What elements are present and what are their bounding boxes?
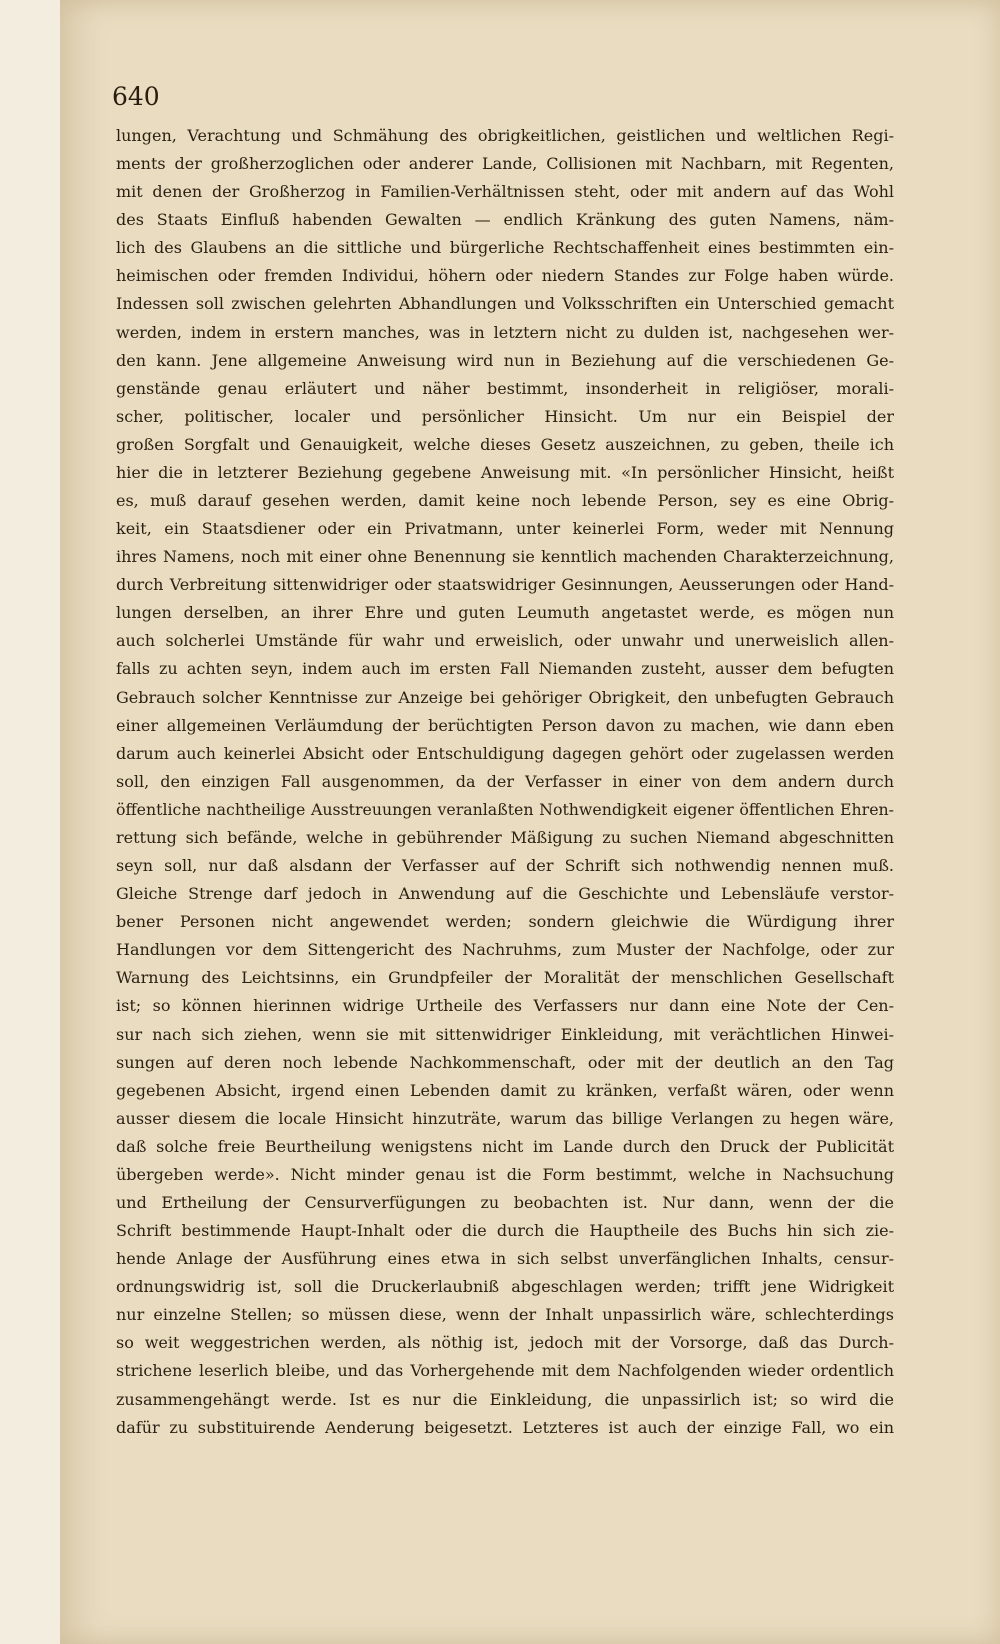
text-line: Schrift bestimmende Haupt-Inhalt oder die durch die Hauptheile des Buchs hin sich zie- xyxy=(116,1221,894,1241)
text-line: lich des Glaubens an die sittliche und bürgerliche Rechtschaffenheit eines bestimmten ein- xyxy=(116,238,894,258)
text-line: darum auch keinerlei Absicht oder Entschuldigung dagegen gehört oder zugelassen werden xyxy=(116,743,894,763)
text-line: und Ertheilung der Censurverfügungen zu beobachten ist. Nur dann, wenn der die xyxy=(116,1192,894,1212)
text-line: sur nach sich ziehen, wenn sie mit sittenwidriger Einkleidung, mit verächtlichen Hinwei- xyxy=(116,1024,894,1044)
text-line: ordnungswidrig ist, soll die Druckerlaubniß abgeschlagen werden; trifft jene Widrigkeit xyxy=(116,1277,894,1297)
text-line: hier die in letzterer Beziehung gegebene Anweisung mit. «In persönlicher Hinsicht, heißt xyxy=(116,462,894,482)
text-line: hende Anlage der Ausführung eines etwa in sich selbst unverfänglichen Inhalts, censur- xyxy=(116,1249,894,1269)
page-number: 640 xyxy=(112,82,160,111)
text-line: seyn soll, nur daß alsdann der Verfasser auf der Schrift sich nothwendig nennen muß. xyxy=(116,856,894,876)
text-line: strichene leserlich bleibe, und das Vorhergehende mit dem Nachfolgenden wieder ordentlich xyxy=(116,1361,894,1381)
text-line: dafür zu substituirende Aenderung beigesetzt. Letzteres ist auch der einzige Fall, wo ein xyxy=(116,1417,894,1437)
text-line: werden, indem in erstern manches, was in letztern nicht zu dulden ist, nachgesehen wer- xyxy=(116,322,894,342)
text-line: Gebrauch solcher Kenntnisse zur Anzeige bei gehöriger Obrigkeit, den unbefugten Gebrauch xyxy=(116,687,894,707)
text-line: lungen, Verachtung und Schmähung des obrigkeitlichen, geistlichen und weltlichen Regi- xyxy=(116,126,894,145)
text-line: mit denen der Großherzog in Familien-Verhältnissen steht, oder mit andern auf das Wohl xyxy=(116,182,894,202)
body-text xyxy=(116,122,894,1442)
text-line: übergeben werde». Nicht minder genau ist die Form bestimmt, welche in Nachsuchung xyxy=(116,1164,894,1184)
text-line: durch Verbreitung sittenwidriger oder staatswidriger Gesinnungen, Aeusserungen oder Hand- xyxy=(116,575,894,595)
text-line: daß solche freie Beurtheilung wenigstens nicht im Lande durch den Druck der Publicität xyxy=(116,1136,894,1156)
text-line: rettung sich befände, welche in gebührender Mäßigung zu suchen Niemand abgeschnitten xyxy=(116,827,894,847)
text-line: soll, den einzigen Fall ausgenommen, da der Verfasser in einer von dem andern durch xyxy=(116,771,894,791)
text-line: ausser diesem die locale Hinsicht hinzuträte, warum das billige Verlangen zu hegen wäre, xyxy=(116,1108,894,1128)
text-line: ments der großherzoglichen oder anderer Lande, Collisionen mit Nachbarn, mit Regenten, xyxy=(116,154,894,174)
text-line: sungen auf deren noch lebende Nachkommenschaft, oder mit der deutlich an den Tag xyxy=(116,1052,894,1072)
text-line: heimischen oder fremden Individui, höhern oder niedern Standes zur Folge haben würde. xyxy=(116,266,894,286)
text-line: lungen derselben, an ihrer Ehre und guten Leumuth angetastet werde, es mögen nun xyxy=(116,603,894,623)
text-line: öffentliche nachtheilige Ausstreuungen veranlaßten Nothwendigkeit eigener öffentlichen Ehren- xyxy=(116,799,894,819)
text-line: nur einzelne Stellen; so müssen diese, wenn der Inhalt unpassirlich wäre, schlechterdings xyxy=(116,1305,894,1325)
text-line: keit, ein Staatsdiener oder ein Privatmann, unter keinerlei Form, weder mit Nennung xyxy=(116,519,894,539)
text-line: genstände genau erläutert und näher bestimmt, insonderheit in religiöser, morali- xyxy=(116,378,894,398)
text-line: scher, politischer, localer und persönlicher Hinsicht. Um nur ein Beispiel der xyxy=(116,406,894,426)
text-line: so weit weggestrichen werden, als nöthig ist, jedoch mit der Vorsorge, daß das Durch- xyxy=(116,1333,894,1353)
text-line: ihres Namens, noch mit einer ohne Benennung sie kenntlich machenden Charakterzeichnung, xyxy=(116,547,894,567)
text-line: Handlungen vor dem Sittengericht des Nachruhms, zum Muster der Nachfolge, oder zur xyxy=(116,940,894,960)
text-line: zusammengehängt werde. Ist es nur die Einkleidung, die unpassirlich ist; so wird die xyxy=(116,1389,894,1409)
text-line: bener Personen nicht angewendet werden; sondern gleichwie die Würdigung ihrer xyxy=(116,912,894,932)
text-line: ist; so können hierinnen widrige Urtheile des Verfassers nur dann eine Note der Cen- xyxy=(116,996,894,1016)
text-line: auch solcherlei Umstände für wahr und erweislich, oder unwahr und unerweislich allen- xyxy=(116,631,894,651)
text-line: des Staats Einfluß habenden Gewalten — endlich Kränkung des guten Namens, näm- xyxy=(116,210,894,230)
text-line: großen Sorgfalt und Genauigkeit, welche dieses Gesetz auszeichnen, zu geben, theile ich xyxy=(116,434,894,454)
text-line: falls zu achten seyn, indem auch im ersten Fall Niemanden zusteht, ausser dem befugten xyxy=(116,659,894,679)
text-line: den kann. Jene allgemeine Anweisung wird nun in Beziehung auf die verschiedenen Ge- xyxy=(116,350,894,370)
text-line: Gleiche Strenge darf jedoch in Anwendung auf die Geschichte und Lebensläufe verstor- xyxy=(116,884,894,904)
text-line: gegebenen Absicht, irgend einen Lebenden damit zu kränken, verfaßt wären, oder wenn xyxy=(116,1080,894,1100)
text-line: Warnung des Leichtsinns, ein Grundpfeiler der Moralität der menschlichen Gesellschaft xyxy=(116,968,894,988)
text-line: es, muß darauf gesehen werden, damit keine noch lebende Person, sey es eine Obrig- xyxy=(116,491,894,511)
text-line: einer allgemeinen Verläumdung der berüchtigten Person davon zu machen, wie dann eben xyxy=(116,715,894,735)
text-line: Indessen soll zwischen gelehrten Abhandlungen und Volksschriften ein Unterschied gemacht xyxy=(116,294,894,314)
